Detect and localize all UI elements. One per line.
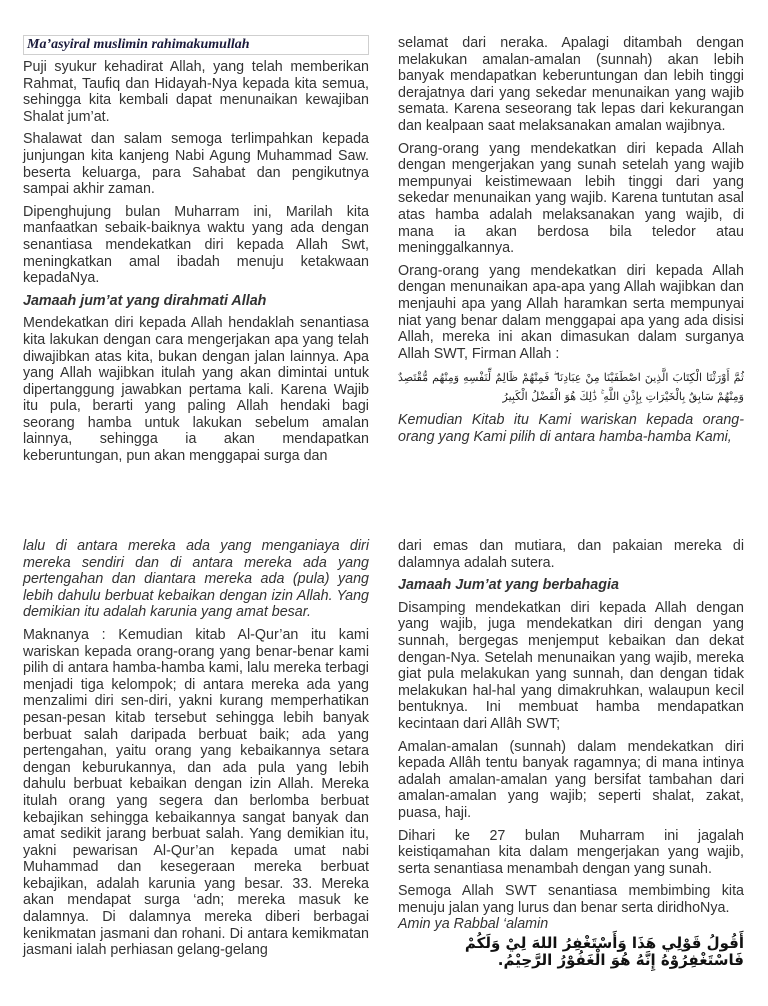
section-heading: Jamaah Jum’at yang berbahagia xyxy=(398,577,619,594)
body-paragraph: Mendekatkan diri kepada Allah hendaklah senantiasa kita lakukan dengan cara mengerjakan apa yang telah diwajibkan atas kita, bukan dengan jalan lainnya. Apa yang Allah wajibkan itulah yang akan dimintai untuk dipertanggung jawabkan pertama kali. Karena Wajib itu pula, berarti yang paling Allah hendaki bagi seorang hamba untuk lakukan sebelum amalan lainnya, sehingga ia akan mendapatkan keberuntungan, pun akan menggapai surga dan xyxy=(23,315,369,465)
body-paragraph: Orang-orang yang mendekatkan diri kepada Allah dengan mengerjakan yang sunah setelah yang wajib mempunyai keistimewaan lebih tinggi dari yang sekedar menunaikan yang wajib. Karena tuntutan asal atas hamba adalah melaksanakan yang wajib, di mana ia akan berdosa bila teledor atau meninggalkannya. xyxy=(398,140,744,257)
tafsir-paragraph: Maknanya : Kemudian kitab Al-Qur’an itu kami wariskan kepada orang-orang yang benar-benar kami pilih di antara hamba-hamba kami, lalu mereka terbagi menjadi tiga kelompok; di antara mereka ada yang menzalimi diri sen-diri, yakni kurang memperhatikan pesan-pesan kitab tersebut sehingga lebih banyak berbuat salah daripada berbuat baik; ada yang pertengahan, yaitu orang yang kebaikannya setara dengan keburukannya, dan ada pula yang lebih dahulu berbuat kebaikan dengan izin Allah. Mereka itulah orang yang segera dan berlomba berbuat kebajikan sehingga kebaikannya sangat banyak dan amat sedikit jarang berbuat salah. Yang demikian itu, yakni pewarisan Al-Qur’an kepada umat nabi Muhammad dan kesegeraan mereka berbuat kebajikan, adalah karunia yang besar. 33. Mereka akan mendapat surga ‘adn; mereka masuk ke dalamnya. Di dalamnya mereka diberi berbagai kenikmatan jasmani dan rohani. Di antara kemikmatan jasmani ialah perhiasan gelang-gelang xyxy=(23,626,369,959)
page1-right-column xyxy=(398,35,744,451)
body-paragraph: Dihari ke 27 bulan Muharram ini jagalah keistiqamahan kita dalam mengerjakan yang wajib, serta senantiasa menambah dengan yang sunah. xyxy=(398,827,744,877)
body-paragraph: Amalan-amalan (sunnah) dalam mendekatkan diri kepada Allâh tentu banyak ragamnya; di mana intinya adalah amalan-amalan yang bersifat tambahan dari amalan-amalan yang wajib; seperti shalat, zakat, puasa, haji. xyxy=(398,738,744,821)
page2-right-column xyxy=(398,538,744,969)
shalawat-paragraph: Shalawat dan salam semoga terlimpahkan kepada junjungan kita kanjeng Nabi Agung Muhammad Saw. beserta keluarga, para Sahabat dan pengikutnya sampai akhir zaman. xyxy=(23,131,369,198)
quran-verse-arabic: ثُمَّ أَوْرَثْنَا الْكِتَابَ الَّذِينَ اصْطَفَيْنَا مِنْ عِبَادِنَا ۖ فَمِنْهُمْ ظَالِمٌ لِّنَفْسِهِ وَمِنْهُم مُّقْتَصِدٌ وَمِنْهُمْ سَابِقٌ بِالْخَيْرَاتِ بِإِذْنِ اللَّهِ ۚ ذَٰلِكَ هُوَ الْفَضْلُ الْكَبِيرُ xyxy=(398,371,744,404)
opening-paragraph: Puji syukur kehadirat Allah, yang telah memberikan Rahmat, Taufiq dan Hidayah-Nya kepada kita semua, sehingga kita kembali dapat menunaikan kewajiban Shalat jum’at. xyxy=(23,59,369,125)
verse-translation: Kemudian Kitab itu Kami wariskan kepada orang-orang yang Kami pilih di antara hamba-hamba Kami, xyxy=(398,412,744,445)
closing-amin: Amin ya Rabbal ‘alamin xyxy=(398,916,549,933)
body-paragraph: dari emas dan mutiara, dan pakaian mereka di dalamnya adalah sutera. xyxy=(398,538,744,571)
body-paragraph: Orang-orang yang mendekatkan diri kepada Allah dengan menunaikan apa-apa yang Allah wajibkan dan menjauhi apa yang Allah haramkan serta mempunyai niat yang benar dalam menggapai apa yang ada disisi Allah, mereka ini akan dimasukan dalam surganya Allah SWT, Firman Allah : xyxy=(398,262,744,362)
page1-left-column xyxy=(23,35,369,471)
verse-translation-continued: lalu di antara mereka ada yang menganiaya diri mereka sendiri dan di antara mereka ada yang pertengahan dan diantara mereka ada (pula) yang lebih dahulu berbuat kebaikan dengan izin Allah. Yang demikian itu adalah karunia yang amat besar. xyxy=(23,538,369,621)
page2-left-column xyxy=(23,538,369,965)
section-header: Ma’asyiral muslimin rahimakumullah xyxy=(23,35,369,55)
section-heading: Jamaah jum’at yang dirahmati Allah xyxy=(23,292,267,309)
prayer-paragraph: Semoga Allah SWT senantiasa membimbing kita menuju jalan yang lurus dan benar serta diridhoNya. xyxy=(398,883,744,916)
body-paragraph: Disamping mendekatkan diri kepada Allah dengan yang wajib, juga mendekatkan diri dengan yang sunnah, bergegas menjemput kebaikan dan dekat dengan-Nya. Setelah menunaikan yang wajib, mereka giat pula melakukan yang sunnah, dan dengan tidak melakukan hal-hal yang dimakruhkan, walaupun kecil bentuknya. Ini membuat hamba mendapatkan kecintaan dari Allâh SWT; xyxy=(398,599,744,732)
closing-arabic: أَقُولُ قَوْلِي هَذَا وَأَسْتَغْفِرُ اللهَ لِيْ وَلَكُمْ فَاسْتَغْفِرُوْهُ إِنَّهُ هُوَ الْغَفُوْرُ الرَّحِيْمُ. xyxy=(464,934,744,970)
body-paragraph: selamat dari neraka. Apalagi ditambah dengan melakukan amalan-amalan (sunnah) akan lebih banyak mendapatkan keberuntungan dan lebih tinggi derajatnya dari yang sekedar menunaikan yang wajib semata. Karena seseorang tak lepas dari kekurangan dan kealpaan saat melaksanakan amalan wajibnya. xyxy=(398,35,744,134)
muharram-paragraph: Dipenghujung bulan Muharram ini, Marilah kita manfaatkan sebaik-baiknya waktu yang ada dengan senantiasa mendekatkan diri kepada Allah Swt, meningkatkan amal ibadah menuju ketakwaan kepadaNya. xyxy=(23,203,369,287)
